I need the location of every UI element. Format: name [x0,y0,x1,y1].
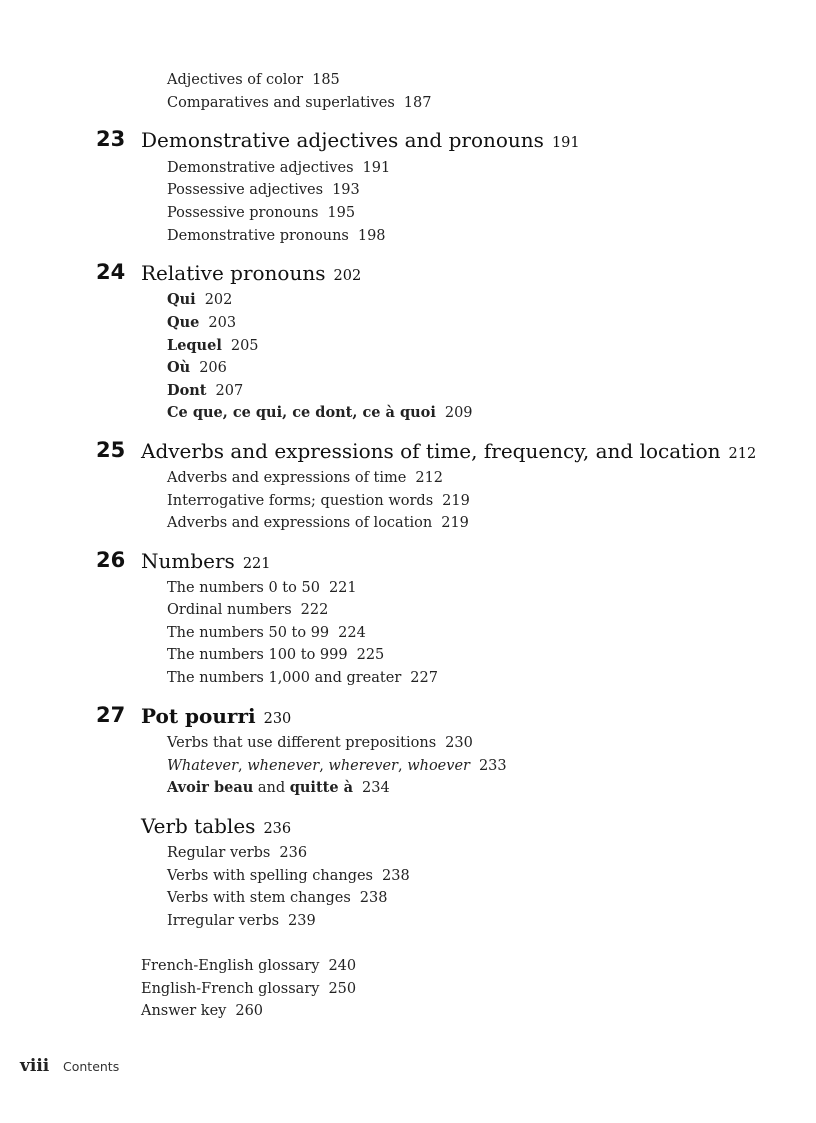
back-matter-entry: Answer key 260 [141,1003,264,1019]
toc-entry: Adverbs and expressions of time 212 [167,470,444,486]
toc-entry: Regular verbs 236 [167,845,308,861]
toc-entry: The numbers 50 to 99 224 [167,625,366,641]
section-title: Verb tables 236 [141,814,292,838]
toc-entry: Adjectives of color 185 [167,72,340,88]
toc-entry: Whatever, whenever, wherever, whoever 233 [167,758,507,774]
toc-entry: The numbers 1,000 and greater 227 [167,670,438,686]
toc-entry: Possessive adjectives 193 [167,182,360,198]
toc-entry: Verbs with stem changes 238 [167,890,388,906]
chapter-title: Adverbs and expressions of time, frequency, and location 212 [141,439,757,463]
running-footer: Contents [63,1059,120,1074]
toc-entry: The numbers 0 to 50 221 [167,580,357,596]
toc-entry: Dont 207 [167,382,244,399]
chapter-number: 24 [96,260,126,284]
chapter-title: Pot pourri 230 [141,704,292,728]
chapter-title: Demonstrative adjectives and pronouns 191 [141,128,580,152]
toc-entry: Lequel 205 [167,337,259,354]
toc-entry: Ce que, ce qui, ce dont, ce à quoi 209 [167,404,473,421]
toc-entry: Que 203 [167,314,237,331]
chapter-title: Numbers 221 [141,549,271,573]
toc-entry: Adverbs and expressions of location 219 [167,515,469,531]
toc-entry: Qui 202 [167,291,233,308]
toc-entry: Verbs that use different prepositions 230 [167,735,473,751]
toc-entry: Ordinal numbers 222 [167,602,329,618]
toc-entry: Demonstrative adjectives 191 [167,160,391,176]
toc-entry: Possessive pronouns 195 [167,205,356,221]
chapter-number: 25 [96,438,126,462]
toc-entry: Verbs with spelling changes 238 [167,868,410,884]
chapter-title: Relative pronouns 202 [141,261,362,285]
chapter-number: 26 [96,548,126,572]
page-number: viii [20,1056,50,1076]
back-matter-entry: English-French glossary 250 [141,981,357,997]
toc-entry: Interrogative forms; question words 219 [167,493,470,509]
toc-entry: Demonstrative pronouns 198 [167,228,386,244]
toc-entry: Irregular verbs 239 [167,913,316,929]
back-matter-entry: French-English glossary 240 [141,958,357,974]
toc-entry: Avoir beau and quitte à 234 [167,779,390,796]
toc-entry: Où 206 [167,359,227,376]
toc-entry: Comparatives and superlatives 187 [167,95,432,111]
toc-entry: The numbers 100 to 999 225 [167,647,385,663]
chapter-number: 23 [96,127,126,151]
chapter-number: 27 [96,703,126,727]
